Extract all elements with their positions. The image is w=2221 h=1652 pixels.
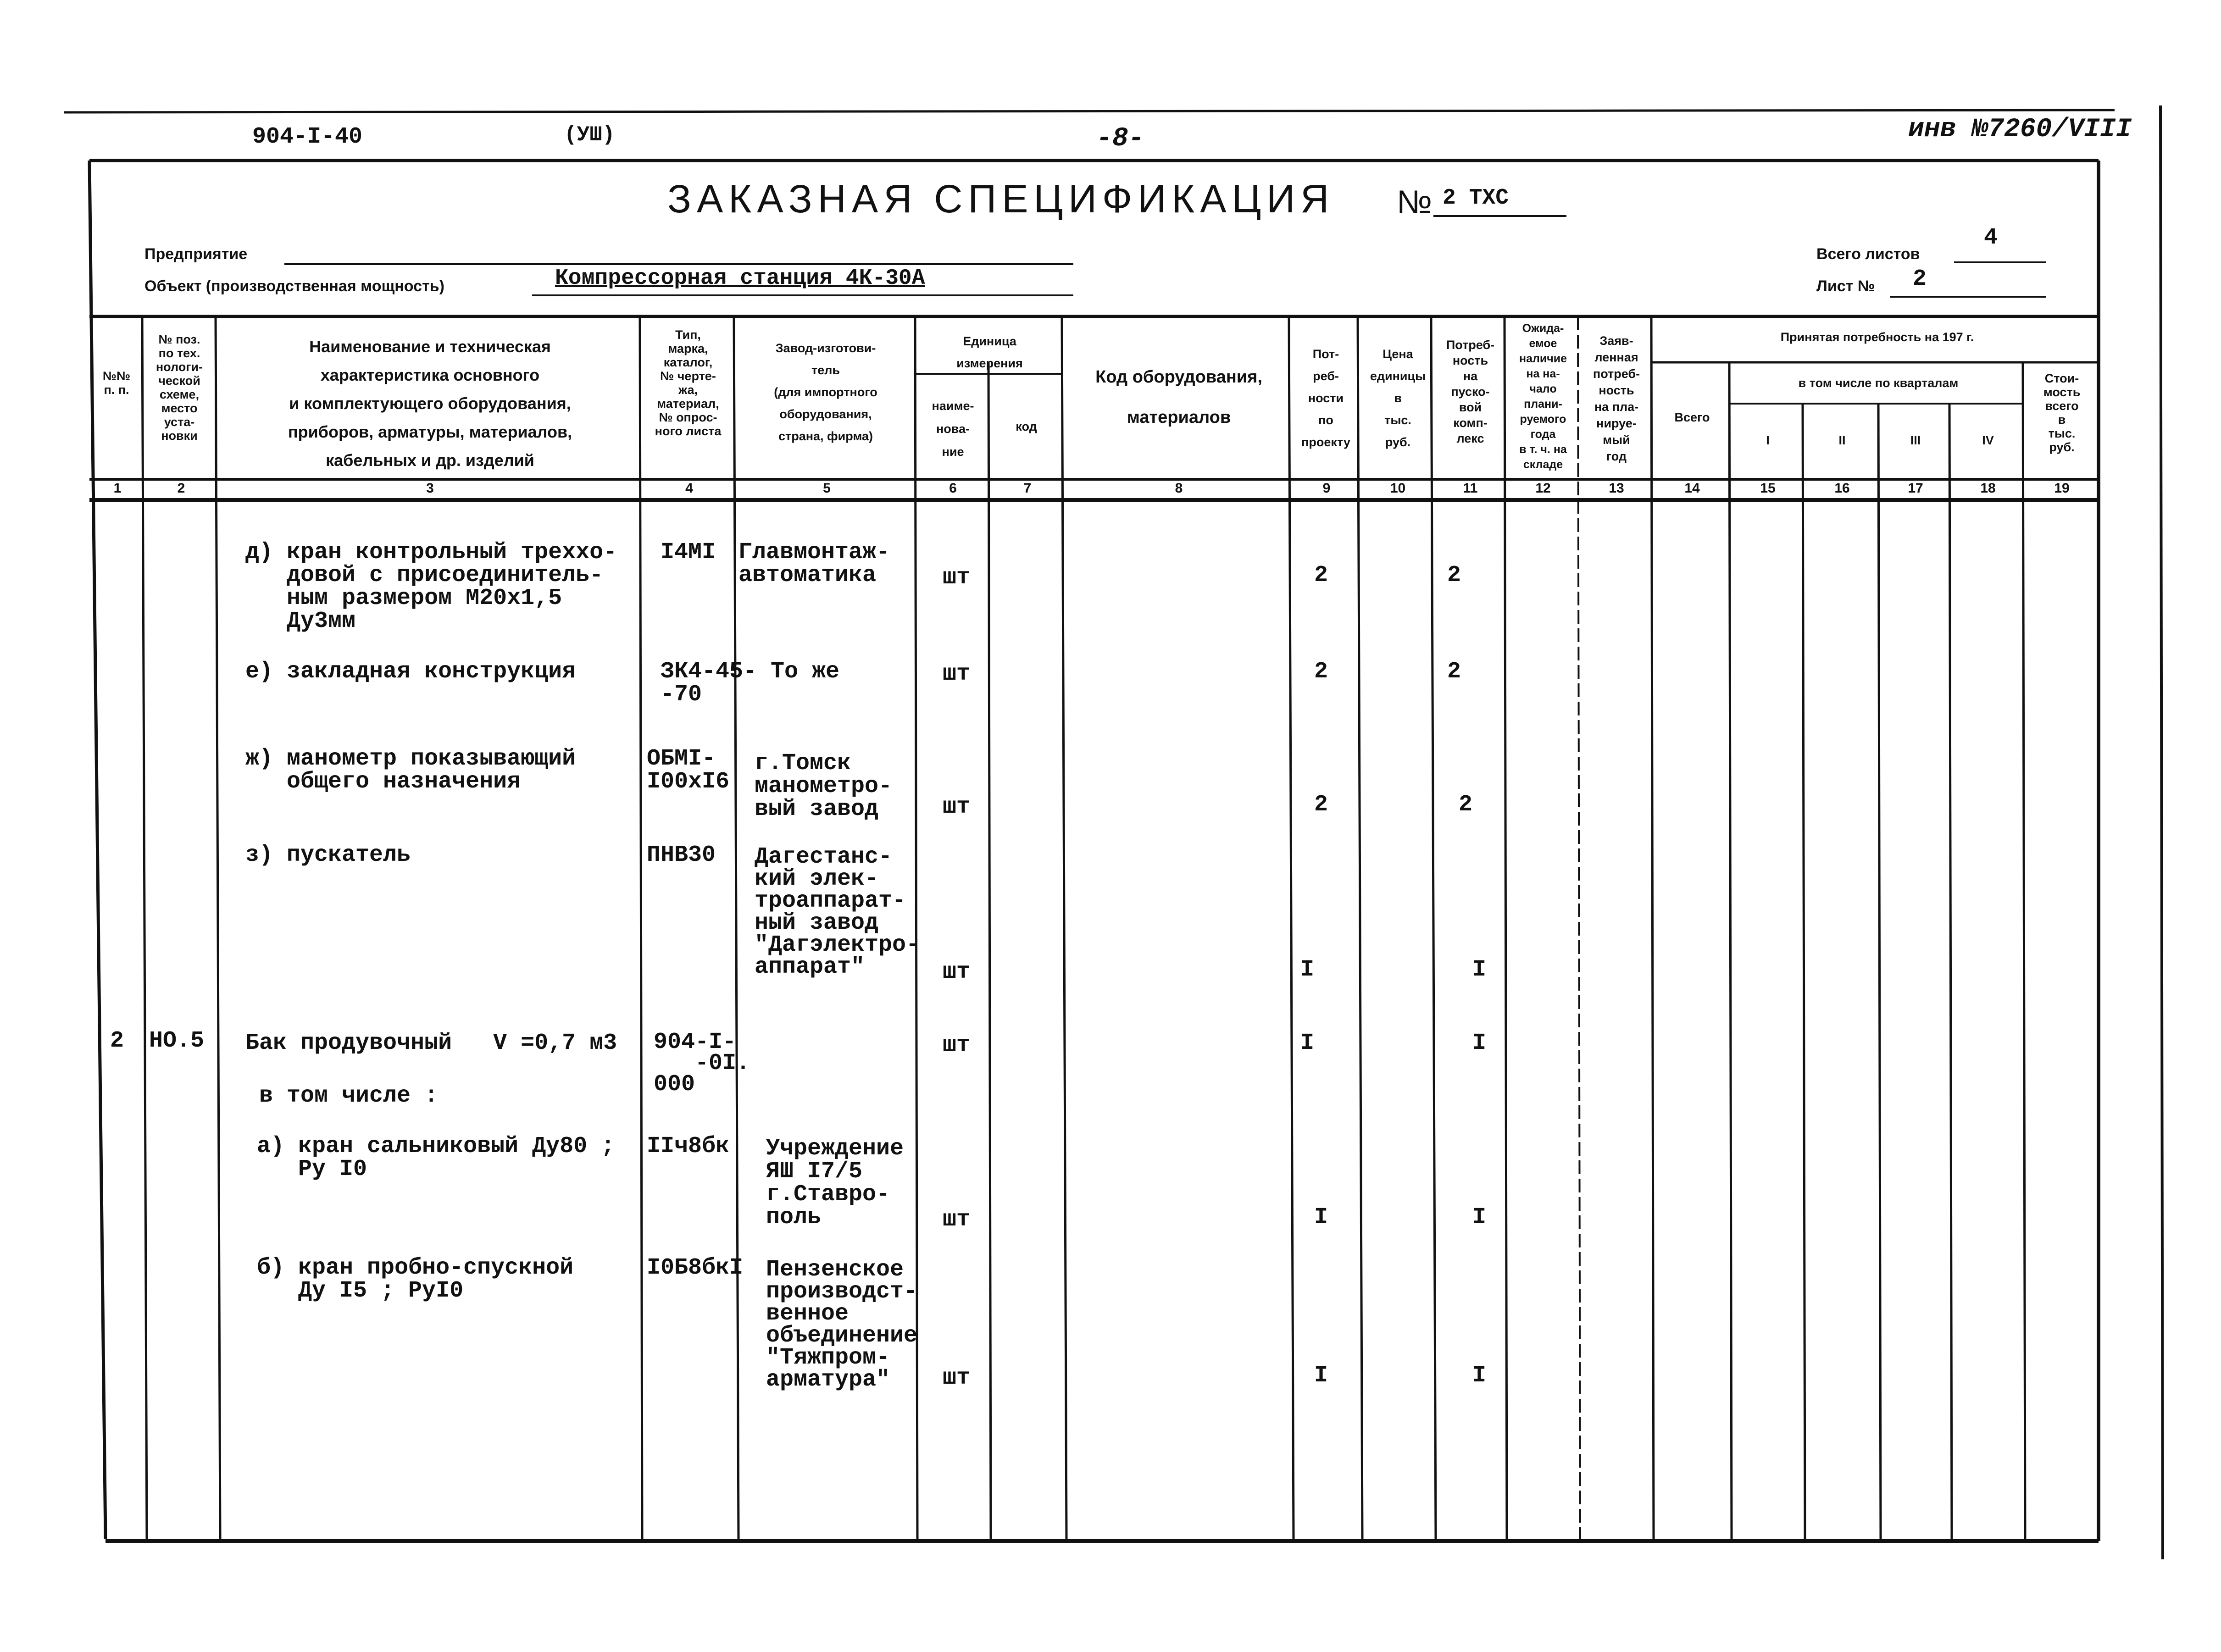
col-number: 9 [1322,481,1331,496]
item-pp: 2 [110,1028,124,1054]
col-header-9: Пот- реб- ности по проекту [1301,347,1350,449]
page-number: -8- [1096,124,1144,154]
item-type: ПНВ30 [647,842,716,868]
item-name: б) кран пробно-спускной Ду I5 ; РуI0 [257,1255,574,1304]
col-number: 5 [823,481,831,496]
item-qty: I [1300,957,1315,983]
item-qty: I [1314,1363,1328,1389]
col-number: 15 [1760,481,1776,496]
item-qty: I [1314,1204,1328,1231]
col-header-13: Заяв- ленная потреб- ность на пла- нируе- мый год [1593,334,1640,463]
sheets-total-label: Всего листов [1816,245,1920,263]
col-header-4: Тип, марка, каталог, № черте- жа, материал, № опрос- ного листа [655,328,722,438]
item-name: а) кран сальниковый Ду80 ; Ру I0 [257,1133,615,1182]
item-maker: Главмонтаж- автоматика [738,539,890,588]
inventory-number: инв №7260/VIII [1908,115,2132,144]
object-value: Компрессорная станция 4К-30А [555,266,925,291]
item-unit: шт [943,1207,971,1233]
spec-number-text: 2 ТХС [1443,186,1509,211]
col-number: 8 [1175,481,1183,496]
col-number: 10 [1390,481,1406,496]
item-type: 904-I- -0I. 000 [654,1029,750,1098]
col-header-11: Потреб- ность на пуско- вой комп- лекс [1446,338,1495,445]
item-start: 2 [1447,562,1461,588]
item-maker: Пензенское производст- венное объединение "Тяжпром- арматура" [766,1257,918,1393]
col-header-12: Ожида- емое наличие на на- чало плани- руемого года в т. ч. на складе [1519,322,1567,471]
col-number: 6 [949,481,957,496]
item-pos: НО.5 [149,1028,205,1054]
item-qty: 2 [1314,562,1328,588]
col-number: 1 [113,481,122,496]
col-header-3: Наименование и техническая характеристика основного и комплектующего оборудования, приборов, арматуры, материалов, кабельных и др. изделий [288,337,572,470]
item-name: ж) манометр показывающий общего назначения [245,746,576,795]
col-number: 16 [1834,481,1850,496]
spec-number-label: № [1397,184,1433,221]
col-number: 4 [685,481,693,496]
col-number: 2 [177,481,185,496]
spec-number-value [1433,186,1566,217]
item-maker: То же [743,659,840,685]
item-maker: г.Томск манометро- вый завод [755,750,893,822]
item-unit: шт [943,565,971,591]
item-maker: Дагестанс- кий элек- троаппарат- ный завод "Дагэлектро- аппарат" [755,844,920,980]
volume-label: (УШ) [564,123,615,147]
item-name: Бак продувочный V =0,7 м3 [245,1030,617,1056]
col-number: 19 [2054,481,2070,496]
col-header-15: I [1766,433,1770,447]
item-start: 2 [1459,792,1473,818]
col-header-6-7: Единица измерения [956,334,1023,370]
col-header-5: Завод-изготови- тель (для импортного оборудования, страна, фирма) [774,341,877,443]
item-unit: шт [943,1032,971,1059]
col-header-1: №№ п. п. [102,369,131,397]
col-header-8: Код оборудования, материалов [1095,367,1262,427]
item-start: I [1472,1363,1487,1389]
item-type: IIч8бк [647,1133,730,1159]
item-unit: шт [943,794,971,820]
sheet-label: Лист № [1816,277,1875,295]
enterprise-label: Предприятие [144,245,248,263]
doc-code: 904-I-40 [252,124,363,150]
col-number: 11 [1463,481,1478,496]
col-header-18: IV [1982,433,1994,447]
col-number: 13 [1609,481,1624,496]
col-header-6: наиме- нова- ние [932,399,974,459]
sheet-field [1890,266,2046,298]
page-title: ЗАКАЗНАЯ СПЕЦИФИКАЦИЯ [667,177,1335,221]
col-number: 17 [1908,481,1923,496]
col-number: 18 [1980,481,1996,496]
col-header-14-19: Принятая потребность на 197 г. [1780,330,1974,344]
item-name: д) кран контрольный треххо- довой с присоединитель- ным размером М20х1,5 Ду3мм [245,539,617,634]
col-number: 14 [1684,481,1700,496]
sheets-total-value: 4 [1984,225,1998,251]
col-header-15-18: в том числе по кварталам [1798,376,1959,390]
item-start: I [1472,1030,1487,1056]
object-field [532,266,1073,296]
item-type: I4МI [661,539,716,565]
item-maker: Учреждение ЯШ I7/5 г.Ставро- поль [766,1136,904,1231]
object-label: Объект (производственная мощность) [144,277,444,295]
item-start: I [1472,1204,1487,1231]
col-header-16: II [1838,433,1846,447]
col-header-7: код [1016,420,1037,433]
col-header-17: III [1910,433,1921,447]
item-name: з) пускатель [245,842,411,868]
item-unit: шт [943,661,971,687]
item-qty: 2 [1314,659,1328,685]
item-name: в том числе : [245,1083,439,1109]
col-header-14: Всего [1674,410,1710,424]
col-number: 12 [1535,481,1551,496]
col-header-10: Цена единицы в тыс. руб. [1370,347,1426,449]
col-number: 7 [1023,481,1032,496]
item-type: ЗК4-45- -70 [661,659,757,708]
col-header-2: № поз. по тех. нологи- ческой схеме, место уста- новки [155,333,203,443]
item-unit: шт [943,1365,971,1391]
item-type: ОБМI- I00хI6 [647,746,730,795]
item-type: I0Б8бкI [647,1255,744,1281]
item-unit: шт [943,959,971,985]
item-start: I [1472,957,1487,983]
col-header-19: Стои- мость всего в тыс. руб. [2043,371,2081,454]
sheet-value: 2 [1913,266,1927,292]
enterprise-field [284,248,1073,265]
item-qty: 2 [1314,792,1328,818]
item-start: 2 [1447,659,1461,685]
item-qty: I [1300,1030,1315,1056]
item-name: е) закладная конструкция [245,659,576,685]
sheets-total-field [1954,225,2046,263]
col-number: 3 [426,481,434,496]
